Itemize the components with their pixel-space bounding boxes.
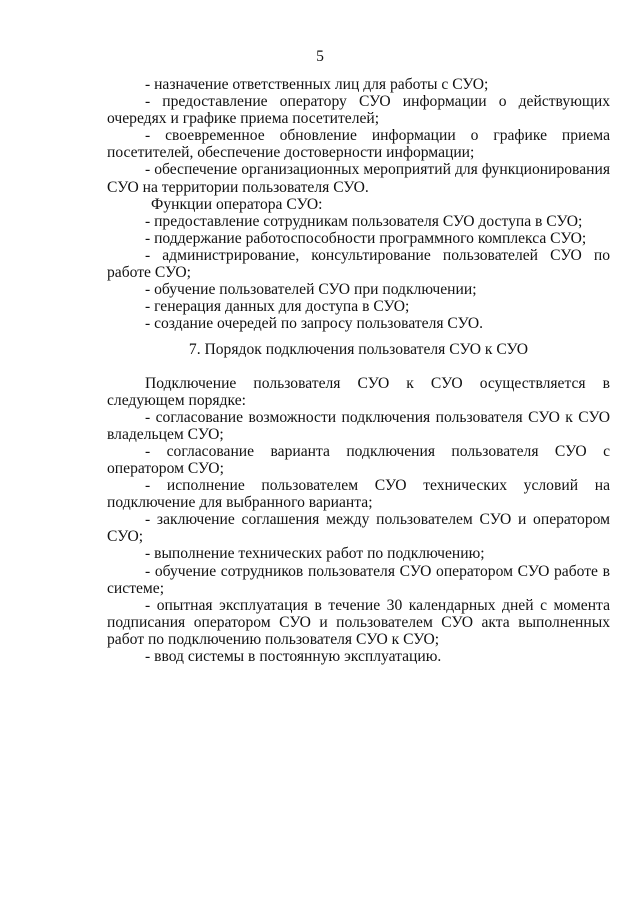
page-number: 5 <box>316 48 324 65</box>
section-heading: 7. Порядок подключения пользователя СУО к СУО <box>188 341 529 359</box>
list-item: - заключение соглашения между пользователем СУО и оператором СУО; <box>107 511 610 546</box>
document-body <box>107 76 610 665</box>
functions-title: Функции оператора СУО: <box>151 195 323 213</box>
list-item: - предоставление оператору СУО информации о действующих очередях и графике приема посетителей; <box>107 93 610 128</box>
list-item: - выполнение технических работ по подключению; <box>145 545 485 563</box>
list-item: - согласование варианта подключения пользователя СУО с оператором СУО; <box>107 442 610 477</box>
list-item: - назначение ответственных лиц для работы с СУО; <box>145 76 489 93</box>
list-item: - поддержание работоспособности программного комплекса СУО; <box>145 229 587 247</box>
list-item: - генерация данных для доступа в СУО; <box>145 298 410 316</box>
list-item: - администрирование, консультирование пользователей СУО по работе СУО; <box>107 246 610 282</box>
intro-paragraph: Подключение пользователя СУО к СУО осуществляется в следующем порядке: <box>107 374 610 409</box>
list-item: - своевременное обновление информации о графике приема посетителей, обеспечение достоверности информации; <box>107 127 610 162</box>
list-item: - обеспечение организационных мероприятий для функционирования СУО на территории пользователя СУО. <box>107 161 610 196</box>
list-item: - обучение сотрудников пользователя СУО оператором СУО работе в системе; <box>107 562 610 597</box>
list-item: - опытная эксплуатация в течение 30 календарных дней с момента подписания оператором СУО и пользователем СУО акта выполненных работ по подключению пользователя СУО к СУО; <box>107 596 610 648</box>
list-item: - исполнение пользователем СУО технических условий на подключение для выбранного варианта; <box>107 477 610 512</box>
list-item: - создание очередей по запросу пользователя СУО. <box>145 315 484 333</box>
list-item: - предоставление сотрудникам пользователя СУО доступа в СУО; <box>145 212 583 230</box>
list-item: - ввод системы в постоянную эксплуатацию. <box>145 648 442 665</box>
list-item: - согласование возможности подключения пользователя СУО к СУО владельцем СУО; <box>107 408 610 443</box>
list-item: - обучение пользователей СУО при подключении; <box>145 281 477 299</box>
